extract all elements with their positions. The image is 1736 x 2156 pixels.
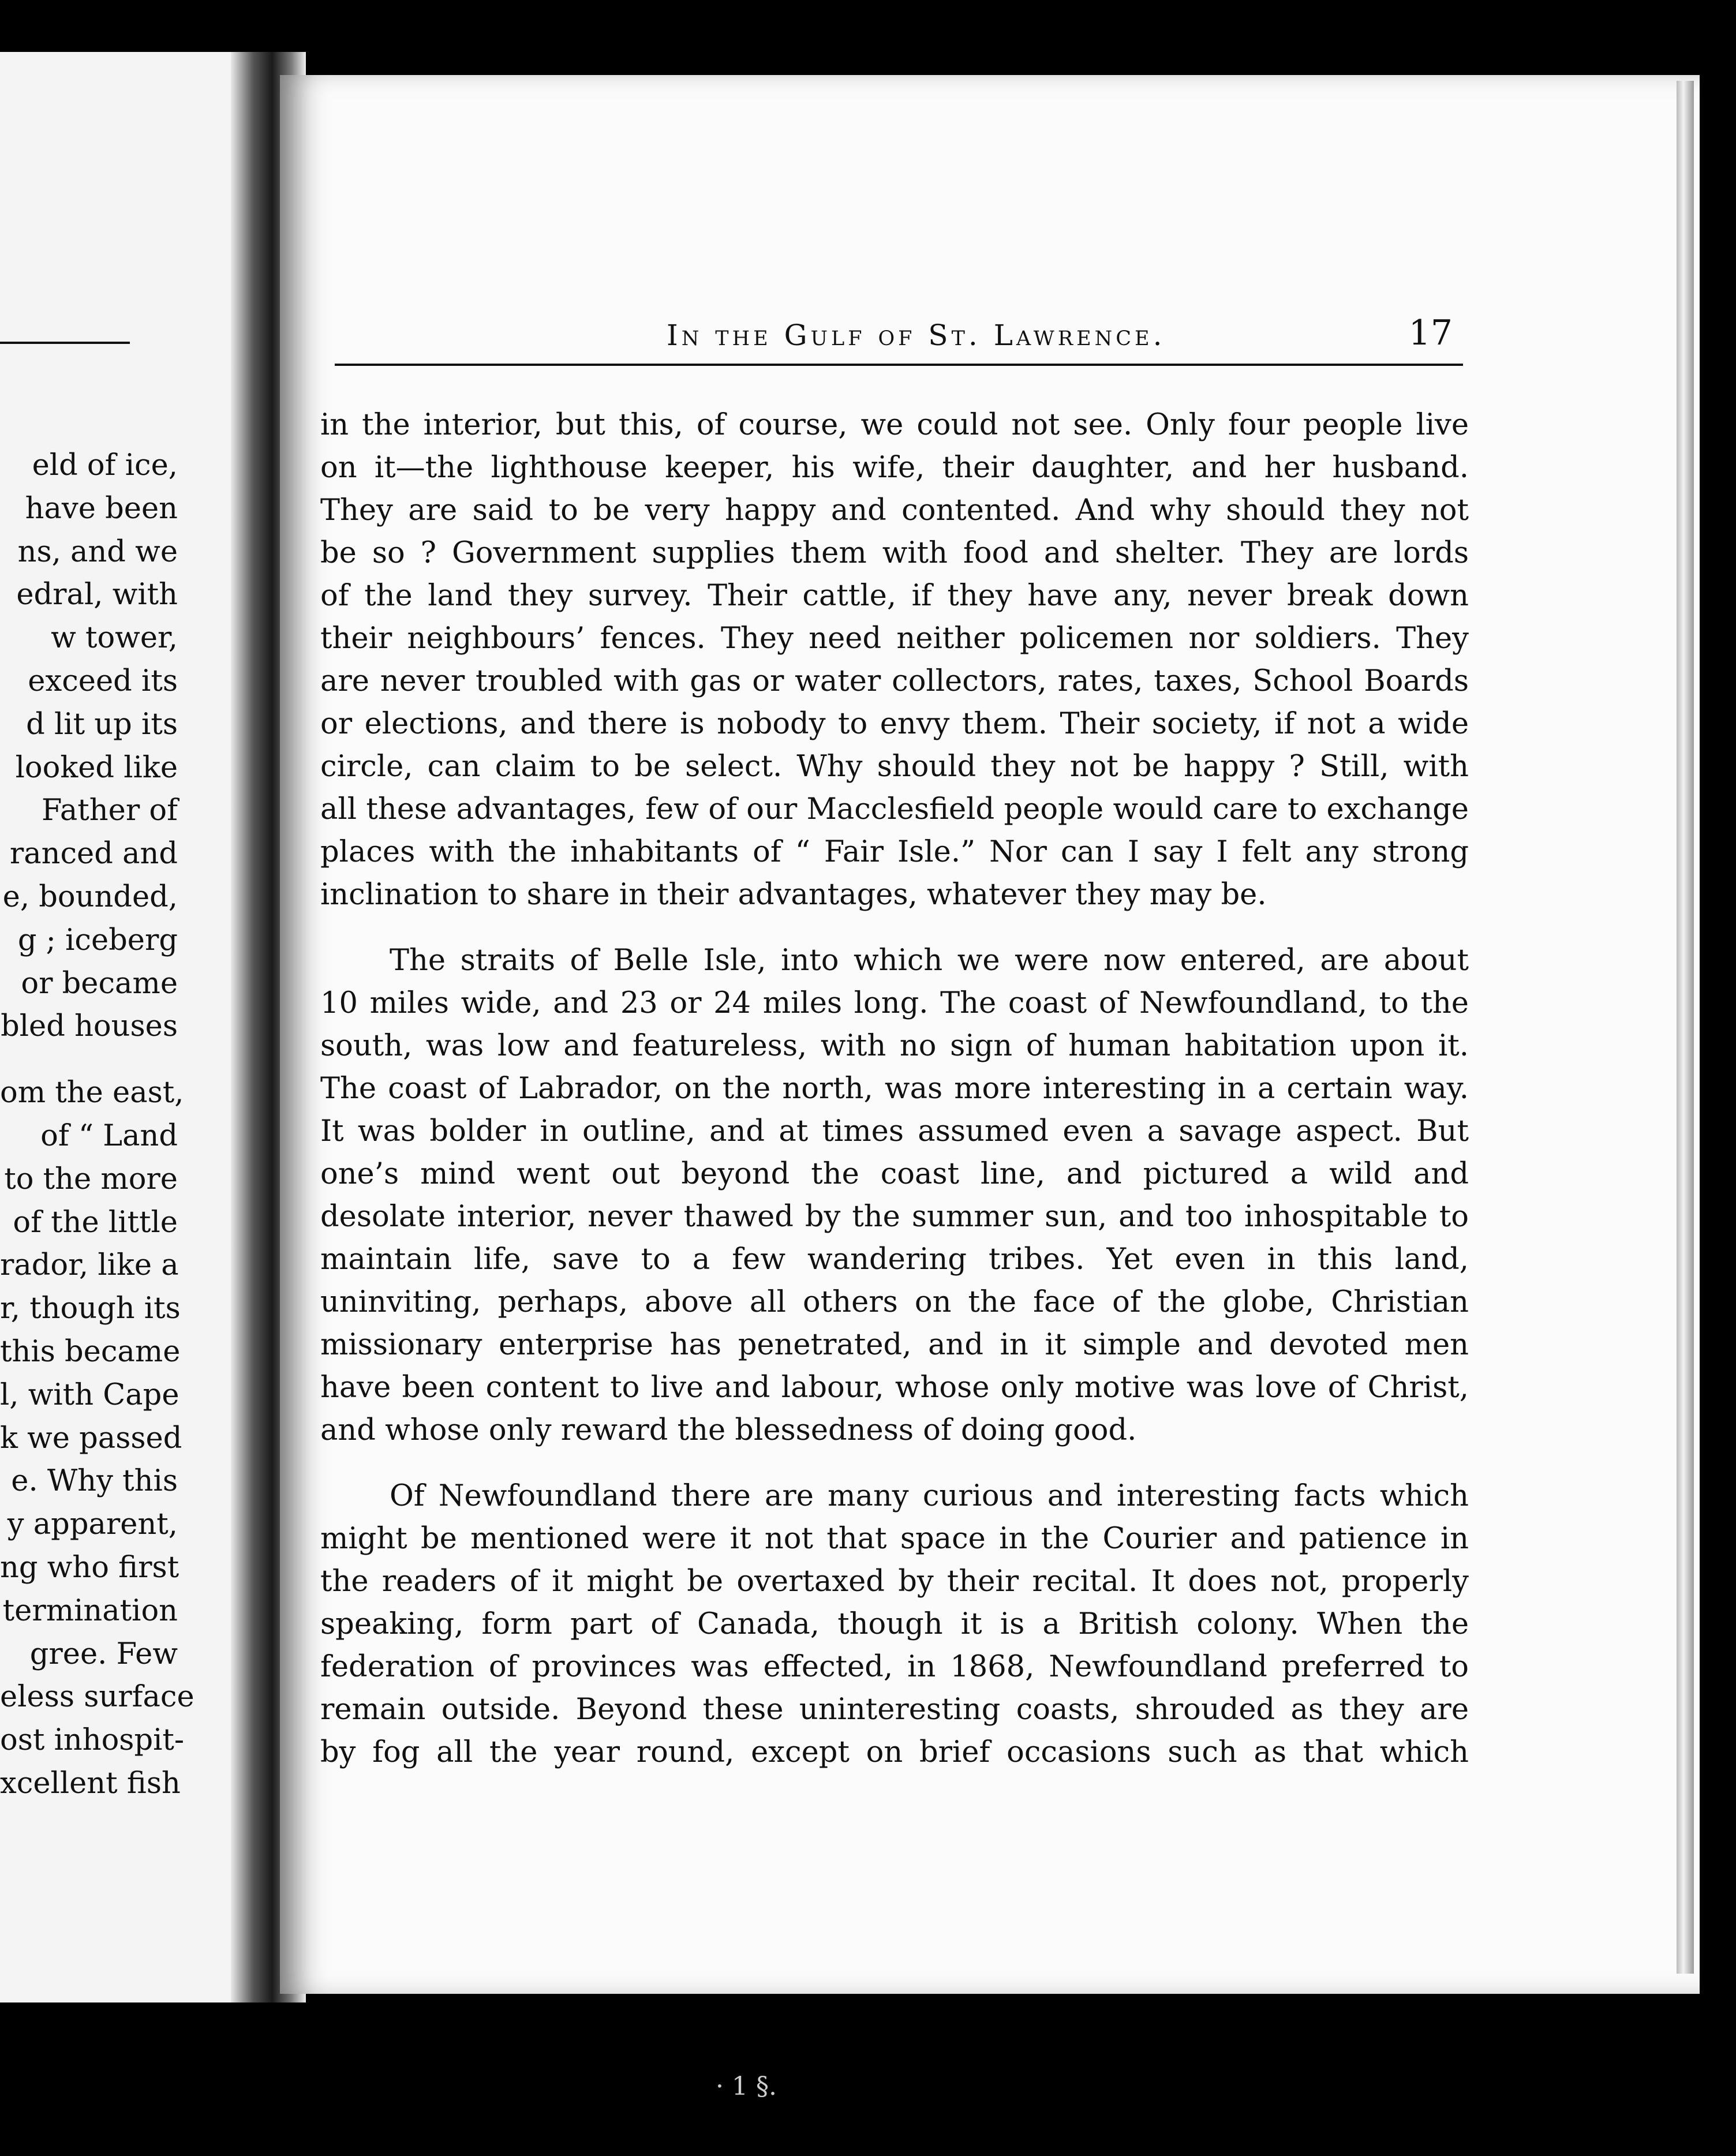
text-line: missionary enterprise has penetrated, and in it simple and devoted men bbox=[320, 1328, 1469, 1362]
left-text-line: w tower, bbox=[51, 621, 178, 656]
text-line: federation of provinces was effected, in 1868, Newfoundland preferred to bbox=[320, 1650, 1469, 1684]
running-header bbox=[335, 300, 1463, 366]
text-line: all these advantages, few of our Macclesfield people would care to exchange bbox=[320, 792, 1469, 826]
text-line: maintain life, save to a few wandering tribes. Yet even in this land, bbox=[320, 1242, 1469, 1277]
text-line: speaking, form part of Canada, though it is a British colony. When the bbox=[320, 1607, 1469, 1641]
text-line: remain outside. Beyond these uninteresting coasts, shrouded as they are bbox=[320, 1693, 1469, 1727]
left-text-line: e. Why this bbox=[11, 1464, 178, 1499]
text-line: the readers of it might be overtaxed by their recital. It does not, properly bbox=[320, 1564, 1469, 1599]
footer-mark: · 1 §. bbox=[716, 2072, 777, 2101]
left-text-line: of “ Land bbox=[40, 1118, 178, 1153]
left-text-line: ost inhospit- bbox=[0, 1723, 185, 1758]
left-text-line: termination bbox=[2, 1593, 178, 1628]
left-text-line: or became bbox=[21, 966, 178, 1001]
text-line: The straits of Belle Isle, into which we were now entered, are about bbox=[390, 944, 1469, 978]
text-line: The coast of Labrador, on the north, was more interesting in a certain way. bbox=[320, 1072, 1469, 1106]
left-text-line: e, bounded, bbox=[2, 879, 178, 914]
left-text-line: om the east, bbox=[0, 1076, 184, 1110]
page-body bbox=[320, 404, 1469, 1774]
left-text-line: to the more bbox=[4, 1162, 178, 1196]
left-text-line: y apparent, bbox=[7, 1507, 178, 1542]
text-line: by fog all the year round, except on brief occasions such as that which bbox=[320, 1735, 1469, 1769]
text-line: places with the inhabitants of “ Fair Isle.” Nor can I say I felt any strong bbox=[320, 835, 1469, 869]
left-text-line: have been bbox=[25, 491, 178, 526]
text-line: one’s mind went out beyond the coast line, and pictured a wild and bbox=[320, 1157, 1469, 1191]
text-line: in the interior, but this, of course, we could not see. Only four people live bbox=[320, 408, 1469, 442]
paragraph bbox=[320, 404, 1469, 916]
left-text-line: g ; iceberg bbox=[17, 923, 178, 957]
text-line: be so ? Government supplies them with food and shelter. They are lords bbox=[320, 536, 1469, 570]
left-text-line: exceed its bbox=[28, 664, 178, 698]
left-text-line: ng who first bbox=[0, 1550, 179, 1585]
left-text-line: ranced and bbox=[9, 837, 178, 871]
left-text-line: xcellent fish bbox=[0, 1766, 181, 1801]
running-header-title: In the Gulf of St. Lawrence. bbox=[667, 319, 1166, 352]
page-number: 17 bbox=[1408, 313, 1453, 353]
paragraph-gap bbox=[320, 1452, 1469, 1475]
left-text-line: ns, and we bbox=[17, 534, 178, 569]
text-line: Of Newfoundland there are many curious and interesting facts which bbox=[390, 1479, 1469, 1513]
text-line: of the land they survey. Their cattle, if they have any, never break down bbox=[320, 579, 1469, 613]
left-text-line: bled houses bbox=[1, 1009, 178, 1044]
left-text-line: gree. Few bbox=[29, 1637, 178, 1671]
left-text-line: edral, with bbox=[16, 578, 178, 612]
text-line: might be mentioned were it not that space in the Courier and patience in bbox=[320, 1522, 1469, 1556]
text-line: or elections, and there is nobody to envy them. Their society, if not a wide bbox=[320, 707, 1469, 741]
text-line: inclination to share in their advantages, whatever they may be. bbox=[320, 878, 1267, 912]
text-line: It was bolder in outline, and at times assumed even a savage aspect. But bbox=[320, 1114, 1469, 1148]
text-line: 10 miles wide, and 23 or 24 miles long. The coast of Newfoundland, to the bbox=[320, 986, 1469, 1020]
text-line: uninviting, perhaps, above all others on the face of the globe, Christian bbox=[320, 1285, 1469, 1319]
text-line: circle, can claim to be select. Why should they not be happy ? Still, with bbox=[320, 750, 1469, 784]
text-line: desolate interior, never thawed by the summer sun, and too inhospitable to bbox=[320, 1200, 1469, 1234]
text-line: on it—the lighthouse keeper, his wife, their daughter, and her husband. bbox=[320, 451, 1469, 485]
paragraph-gap bbox=[320, 916, 1469, 939]
text-line: They are said to be very happy and contented. And why should they not bbox=[320, 493, 1469, 527]
text-line: are never troubled with gas or water collectors, rates, taxes, School Boards bbox=[320, 664, 1469, 698]
left-text-line: d lit up its bbox=[26, 707, 178, 742]
left-text-line: looked like bbox=[15, 750, 178, 785]
left-page-header-rule bbox=[0, 342, 130, 344]
left-text-line: rador, like a bbox=[0, 1248, 179, 1283]
left-text-line: eld of ice, bbox=[32, 448, 178, 482]
page-edge bbox=[1677, 81, 1694, 1974]
left-text-line: Father of bbox=[41, 793, 178, 828]
text-line: have been content to live and labour, whose only motive was love of Christ, bbox=[320, 1371, 1469, 1405]
left-text-line: this became bbox=[0, 1334, 181, 1369]
left-text-line: k we passed bbox=[0, 1421, 182, 1455]
left-text-line: of the little bbox=[13, 1205, 178, 1240]
left-text-line: r, though its bbox=[0, 1292, 181, 1326]
paragraph bbox=[320, 1475, 1469, 1774]
left-text-line: eless surface bbox=[0, 1680, 194, 1715]
text-line: and whose only reward the blessedness of doing good. bbox=[320, 1413, 1137, 1447]
left-text-line: l, with Cape bbox=[0, 1378, 179, 1412]
text-line: south, was low and featureless, with no sign of human habitation upon it. bbox=[320, 1029, 1469, 1063]
paragraph bbox=[320, 939, 1469, 1452]
text-line: their neighbours’ fences. They need neither policemen nor soldiers. They bbox=[320, 622, 1469, 656]
